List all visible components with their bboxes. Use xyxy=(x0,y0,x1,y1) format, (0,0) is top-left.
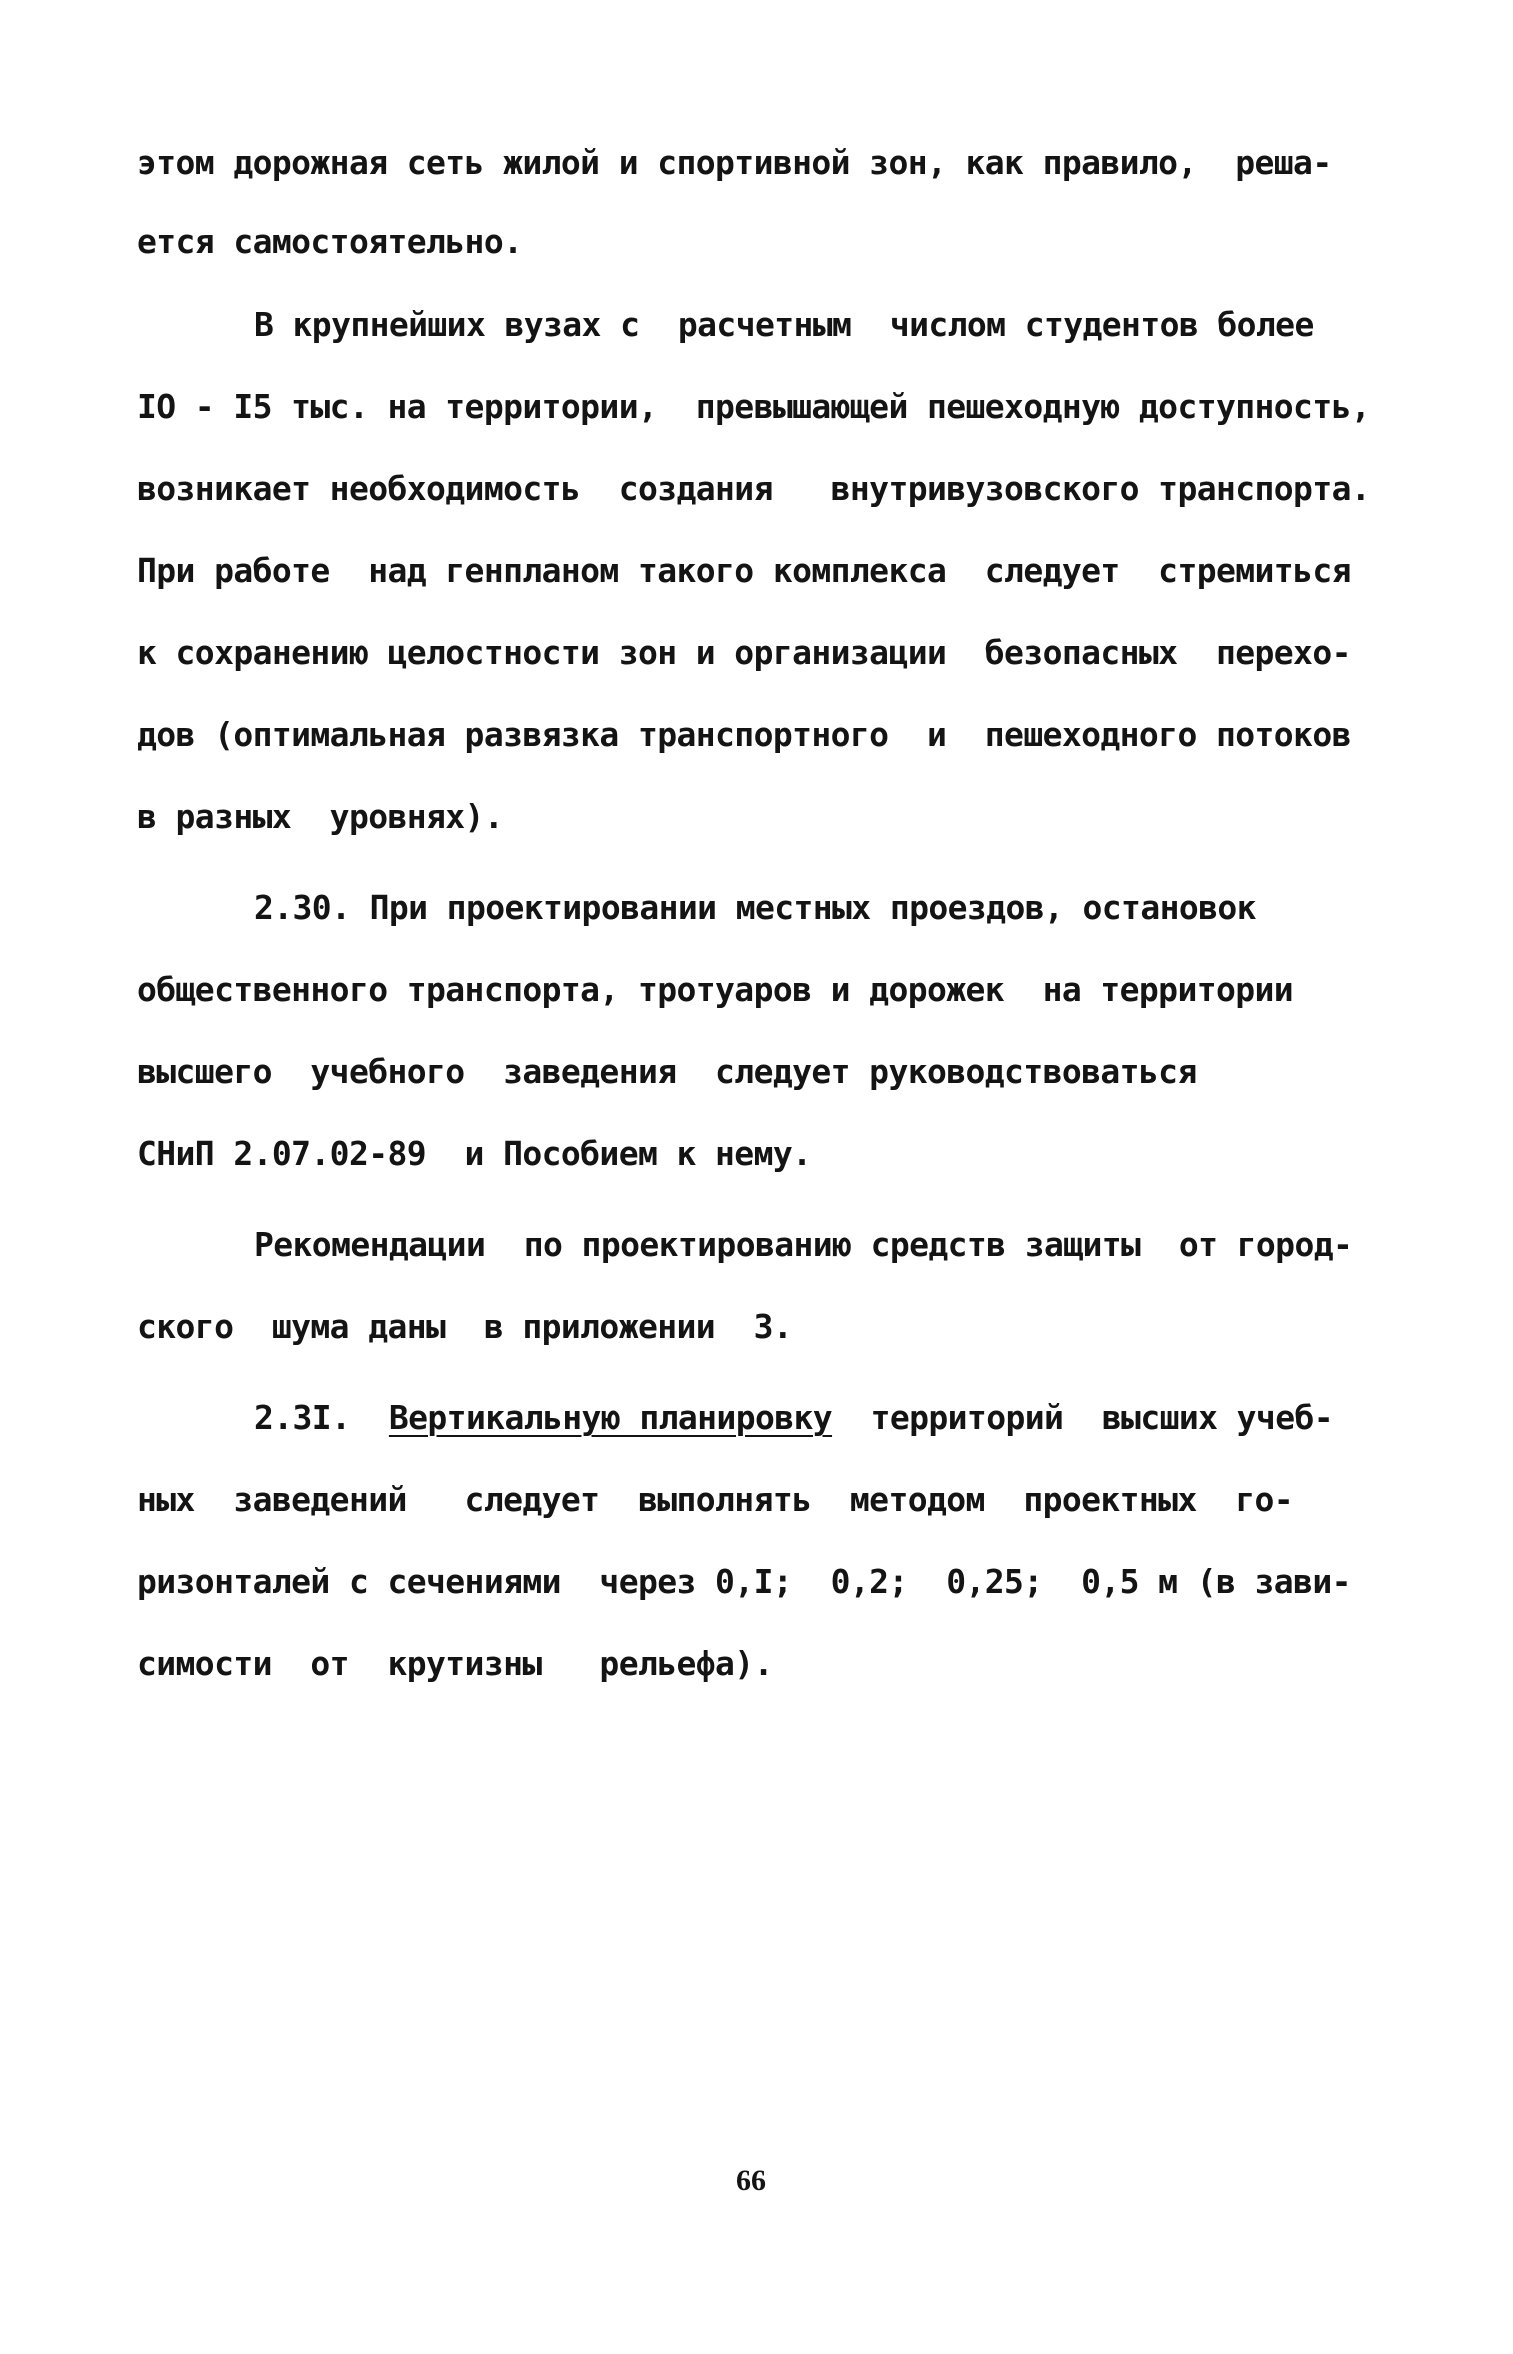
text-line: возникает необходимость создания внутривузовского транспорта. xyxy=(137,469,1371,508)
page-number: 66 xyxy=(736,2164,766,2197)
text-line: 2.30. При проектировании местных проездов, остановок xyxy=(254,888,1256,927)
text-line: дов (оптимальная развязка транспортного и пешеходного потоков xyxy=(137,715,1351,754)
text-line: ных заведений следует выполнять методом проектных го- xyxy=(137,1480,1294,1519)
underlined-term: Вертикальную планировку xyxy=(388,1398,833,1437)
text-line: этом дорожная сеть жилой и спортивной зон, как правило, реша- xyxy=(137,143,1332,182)
text-line: При работе над генпланом такого комплекса следует стремиться xyxy=(137,551,1351,590)
text-line: СНиП 2.07.02-89 и Пособием к нему. xyxy=(137,1134,812,1173)
text-line: В крупнейших вузах с расчетным числом студентов более xyxy=(254,305,1314,344)
text-line xyxy=(254,1398,1333,1438)
text-line: Рекомендации по проектированию средств защиты от город- xyxy=(254,1225,1353,1264)
text-line: высшего учебного заведения следует руководствоваться xyxy=(137,1052,1197,1091)
text-line: ется самостоятельно. xyxy=(137,222,523,261)
text-line: IO - I5 тыс. на территории, превышающей пешеходную доступность, xyxy=(137,387,1371,426)
text-line: симости от крутизны рельефа). xyxy=(137,1644,773,1683)
text-line: к сохранению целостности зон и организации безопасных перехо- xyxy=(137,633,1351,672)
section-number: 2.3I. xyxy=(254,1398,389,1437)
text-line: общественного транспорта, тротуаров и дорожек на территории xyxy=(137,970,1294,1009)
text-line: ризонталей с сечениями через 0,I; 0,2; 0,25; 0,5 м (в зави- xyxy=(137,1562,1351,1601)
text-fragment: территорий высших учеб- xyxy=(832,1398,1334,1437)
text-line: ского шума даны в приложении 3. xyxy=(137,1307,793,1346)
text-line: в разных уровнях). xyxy=(137,797,504,836)
